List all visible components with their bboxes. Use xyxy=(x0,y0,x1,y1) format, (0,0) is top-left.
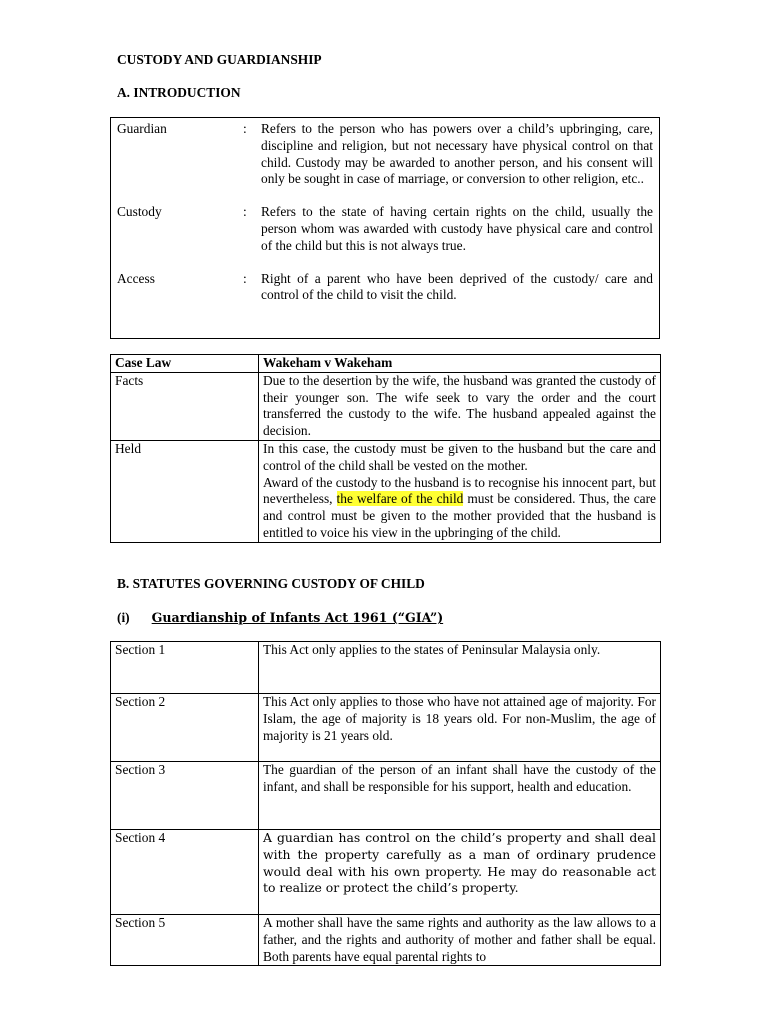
section-text: A mother shall have the same rights and authority as the law allows to a father, and the rights and authority of mother and father shall be equal. Both parents have equal parental rights to xyxy=(259,915,661,966)
section-row xyxy=(111,694,661,762)
intro-row-access xyxy=(111,271,659,305)
intro-term: Access xyxy=(117,270,155,286)
section-text: This Act only applies to those who have not attained age of majority. For Islam, the age of majority is 18 years old. For non-Muslim, the age of majority is 21 years old. xyxy=(259,694,661,762)
section-label: Section 1 xyxy=(111,642,259,694)
section-label: Section 5 xyxy=(111,915,259,966)
section-row xyxy=(111,762,661,830)
held-paragraph-2 xyxy=(263,475,656,542)
held-label: Held xyxy=(111,440,259,542)
highlighted-phrase: the welfare of the child xyxy=(336,491,464,507)
section-label: Section 3 xyxy=(111,762,259,830)
section-text: The guardian of the person of an infant shall have the custody of the infant, and shall be responsible for his support, health and education. xyxy=(259,762,661,830)
held-text xyxy=(259,440,661,542)
held-paragraph-1: In this case, the custody must be given to the husband but the care and control of the child shall be vested on the mother. xyxy=(263,440,656,473)
section-label: Section 2 xyxy=(111,694,259,762)
sub-heading-number: (i) xyxy=(117,610,130,625)
facts-label: Facts xyxy=(111,372,259,440)
intro-colon: : xyxy=(243,204,247,220)
intro-row-custody xyxy=(111,204,659,254)
facts-text: Due to the desertion by the wife, the husband was granted the custody of their younger son. The wife seek to vary the order and the court transferred the custody to the wife. The husband appealed against the decision. xyxy=(259,372,661,440)
intro-colon: : xyxy=(243,121,247,136)
intro-colon: : xyxy=(243,270,247,286)
sub-heading-title: Guardianship of Infants Act 1961 (“GIA”) xyxy=(151,610,444,625)
section-b-heading: B. STATUTES GOVERNING CUSTODY OF CHILD xyxy=(117,576,425,591)
section-text: A guardian has control on the child’s property and shall deal with the property carefully as a man of ordinary prudence would deal with his own property. He may do reasonable act to realize or protect the child’s property. xyxy=(259,830,661,915)
gia-sections-table xyxy=(110,641,661,966)
intro-term: Custody xyxy=(117,204,162,220)
intro-definition: Right of a parent who have been deprived of the custody/ care and control of the child to visit the child. xyxy=(261,270,653,303)
intro-definition: Refers to the state of having certain rights on the child, usually the person whom was awarded with custody have physical care and control of the child but this is not always true. xyxy=(261,204,653,253)
case-name: Wakeham v Wakeham xyxy=(259,355,661,373)
sub-heading-gia xyxy=(117,610,443,627)
section-text: This Act only applies to the states of Peninsular Malaysia only. xyxy=(259,642,661,694)
case-header-row xyxy=(111,355,661,373)
intro-definition: Refers to the person who has powers over a child’s upbringing, care, discipline and religion, but not necessary have physical control on that child. Custody may be awarded to another person, and his consent will only be sought in case of marriage, or conversion to other religion, etc.. xyxy=(261,121,653,187)
held-text-before: Award of the custody to the husband is to recognise his innocent part, but nevertheless, xyxy=(263,474,656,507)
intro-term: Guardian xyxy=(117,121,167,136)
case-held-row xyxy=(111,440,661,542)
document-title: CUSTODY AND GUARDIANSHIP xyxy=(117,52,322,67)
section-row xyxy=(111,642,661,694)
intro-row-guardian xyxy=(111,121,659,188)
section-a-heading: A. INTRODUCTION xyxy=(117,85,241,100)
intro-definitions-box xyxy=(110,117,660,339)
intro-definitions-table xyxy=(111,121,659,304)
case-law-table xyxy=(110,354,661,543)
case-facts-row xyxy=(111,372,661,440)
section-row xyxy=(111,915,661,966)
section-label: Section 4 xyxy=(111,830,259,915)
case-law-label: Case Law xyxy=(111,355,259,373)
section-row xyxy=(111,830,661,915)
held-text-after: must be considered. Thus, the care and control must be given to the mother provided that the husband is entitled to voice his view in the upbringing of the child. xyxy=(263,491,656,540)
